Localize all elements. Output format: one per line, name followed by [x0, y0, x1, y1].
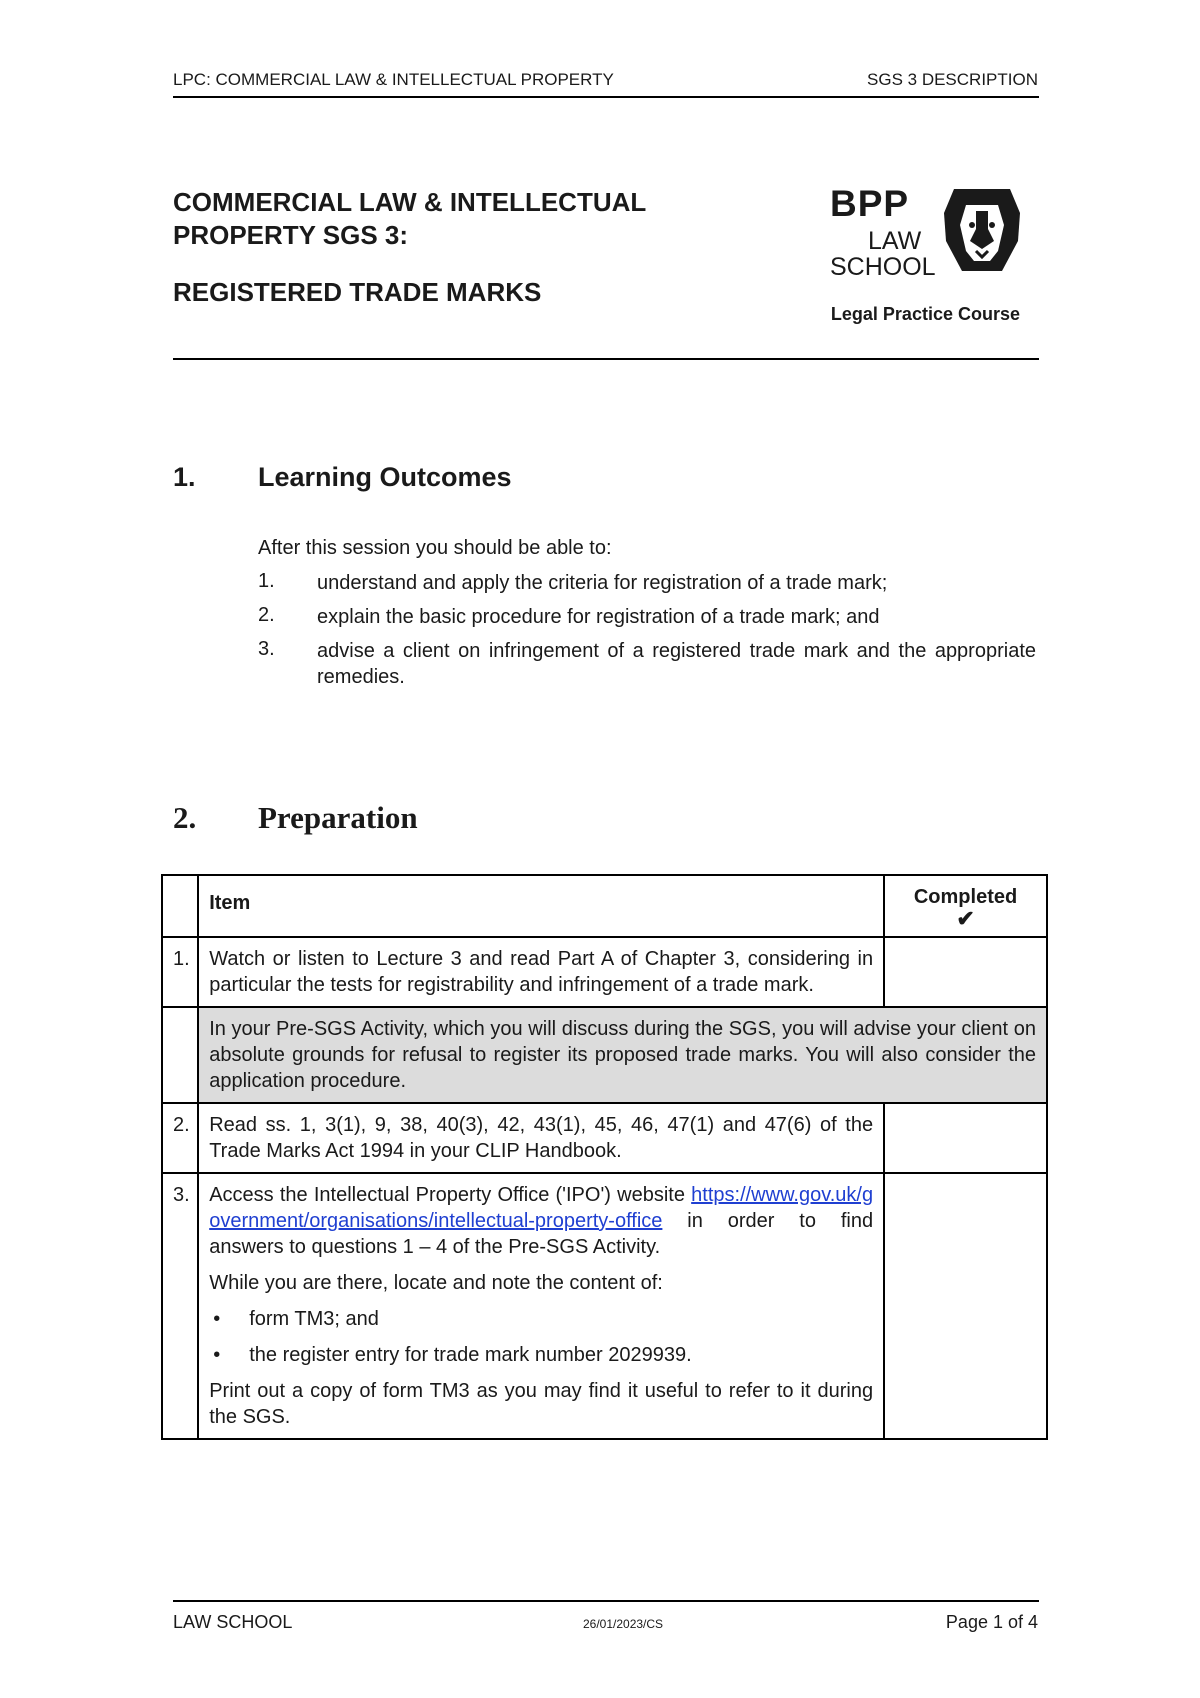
bullet-text: form TM3; and	[249, 1308, 379, 1330]
bullet-icon: •	[213, 1344, 221, 1366]
list-item	[209, 1306, 873, 1332]
ipo-instruction-text: Access the Intellectual Property Office ('IPO') website	[209, 1184, 685, 1206]
running-header-left: LPC: COMMERCIAL LAW & INTELLECTUAL PROPERTY	[173, 70, 614, 89]
note-number-cell	[162, 1007, 198, 1103]
title-rule	[173, 358, 1039, 360]
row-number: 1.	[162, 937, 198, 1007]
section-1-number: 1.	[173, 462, 196, 492]
footer-left: LAW SCHOOL	[173, 1612, 293, 1632]
running-header-right: SGS 3 DESCRIPTION	[867, 70, 1038, 89]
bullet-icon: •	[213, 1308, 221, 1330]
logo-caption: Legal Practice Course	[830, 304, 1020, 324]
bpp-law-school-logo	[830, 183, 1030, 283]
row-number: 2.	[162, 1103, 198, 1173]
row-item: Watch or listen to Lecture 3 and read Part A of Chapter 3, considering in particular the tests for registrability and infringement of a trade mark.	[198, 937, 884, 1007]
document-subtitle: REGISTERED TRADE MARKS	[173, 277, 542, 307]
table-row	[162, 1103, 1047, 1173]
section-1-title: Learning Outcomes	[258, 462, 512, 492]
pre-sgs-note: In your Pre-SGS Activity, which you will discuss during the SGS, you will advise your client on absolute grounds for refusal to register its proposed trade marks. You will also consider the application procedure.	[198, 1007, 1047, 1103]
list-item-number: 1.	[258, 570, 275, 592]
list-item-number: 2.	[258, 604, 275, 626]
list-item-text: advise a client on infringement of a registered trade mark and the appropriate remedies.	[317, 640, 1036, 688]
list-item-text: understand and apply the criteria for registration of a trade mark;	[317, 572, 888, 594]
row-completed-cell[interactable]	[884, 1103, 1047, 1173]
header-number-cell	[162, 875, 198, 937]
header-rule	[173, 96, 1039, 98]
logo-line-school: SCHOOL	[830, 253, 936, 281]
checkmark-icon: ✔	[956, 906, 975, 931]
table-row	[162, 1173, 1047, 1439]
ipo-website-link[interactable]: https://www.gov.uk/government/organisations/intellectual-property-office	[209, 1184, 874, 1232]
list-item	[258, 570, 1036, 596]
table-header-row	[162, 875, 1047, 937]
header-completed-cell	[884, 875, 1047, 937]
list-item-text: explain the basic procedure for registration of a trade mark; and	[317, 606, 880, 628]
page-number: Page 1 of 4	[945, 1612, 1038, 1632]
list-item-number: 3.	[258, 638, 275, 660]
learning-outcomes-list	[258, 570, 1036, 698]
list-item	[258, 638, 1036, 690]
logo-line-law: LAW	[868, 227, 922, 255]
document-title	[173, 186, 646, 252]
list-item	[258, 604, 1036, 630]
table-row	[162, 937, 1047, 1007]
locate-instruction: While you are there, locate and note the content of:	[209, 1272, 663, 1294]
title-line-2: PROPERTY SGS 3:	[173, 220, 409, 250]
ipo-instruction	[209, 1182, 873, 1260]
section-2-number: 2.	[173, 800, 197, 835]
table-note-row	[162, 1007, 1047, 1103]
footer-date-code: 26/01/2023/CS	[583, 1617, 664, 1631]
row-number: 3.	[162, 1173, 198, 1439]
row-completed-cell[interactable]	[884, 1173, 1047, 1439]
footer-rule	[173, 1600, 1039, 1602]
row-completed-cell[interactable]	[884, 937, 1047, 1007]
row-item: Read ss. 1, 3(1), 9, 38, 40(3), 42, 43(1), 45, 46, 47(1) and 47(6) of the Trade Marks Act 1994 in your CLIP Handbook.	[198, 1103, 884, 1173]
header-item-cell: Item	[198, 875, 884, 937]
completed-label: Completed	[913, 886, 1018, 908]
title-line-1: COMMERCIAL LAW & INTELLECTUAL	[173, 187, 647, 217]
list-item	[209, 1342, 873, 1368]
logo-brand: BPP	[830, 183, 910, 224]
outcomes-intro: After this session you should be able to:	[258, 537, 612, 559]
row-item	[198, 1173, 884, 1439]
preparation-table	[161, 874, 1048, 1440]
ipo-instruction-text-2: in order to find answers to questions 1 – 4 of the Pre-SGS Activity.	[209, 1210, 874, 1258]
section-2-title: Preparation	[258, 800, 418, 835]
lion-head-icon	[940, 183, 1024, 279]
print-instruction: Print out a copy of form TM3 as you may find it useful to refer to it during the SGS.	[209, 1380, 874, 1428]
bullet-text: the register entry for trade mark number 2029939.	[249, 1344, 692, 1366]
